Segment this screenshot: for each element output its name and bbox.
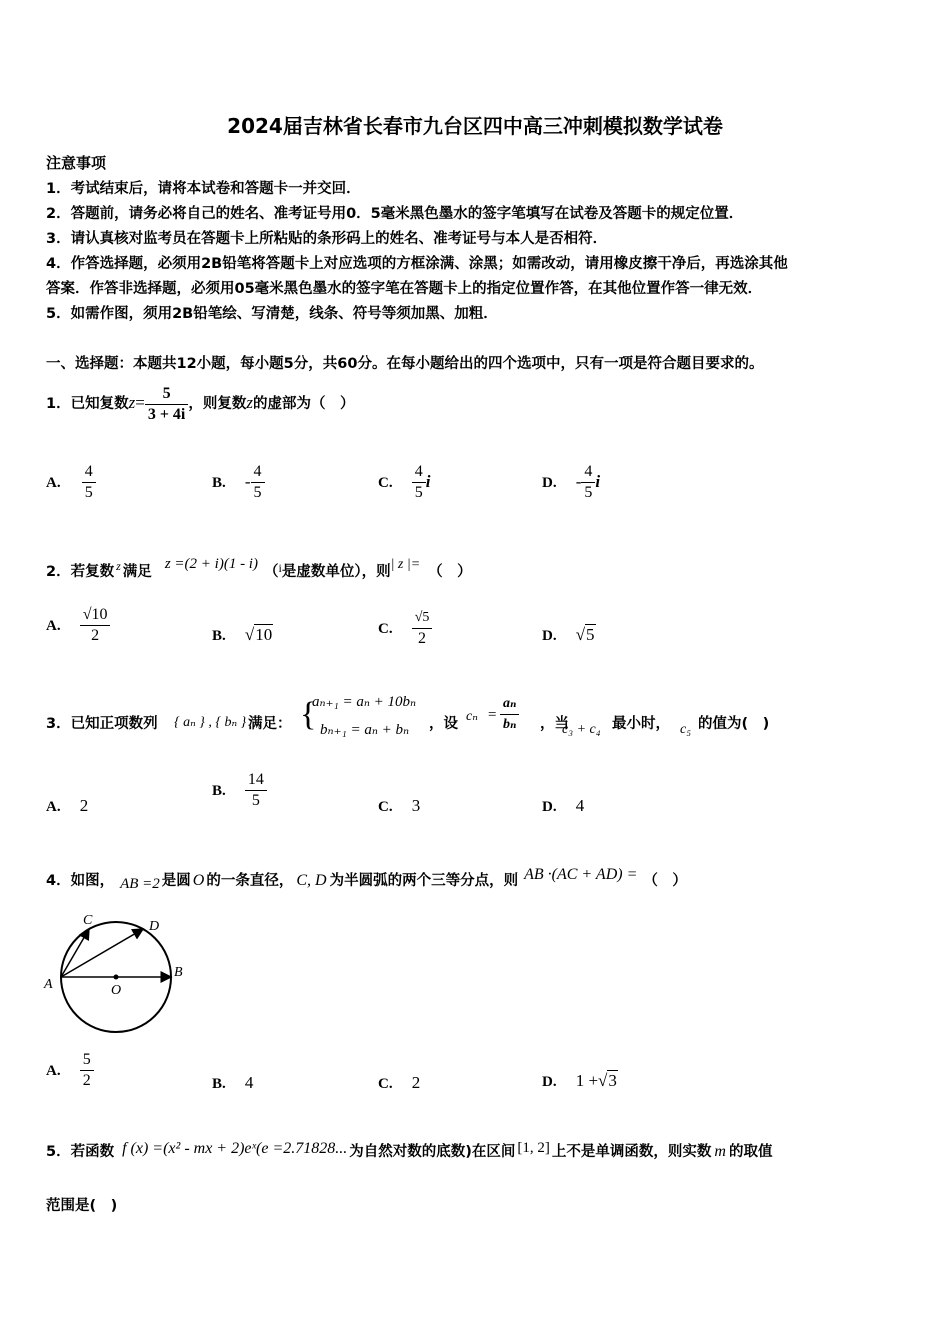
q4-ending: （ ）	[643, 873, 687, 889]
frac-num: 4	[251, 462, 265, 483]
notice-item: 4．作答选择题，必须用2B铅笔将答题卡上对应选项的方框涂满、涂黑；如需改动，请用橡皮擦干净后，再选涂其他	[46, 256, 788, 272]
sqrt-value: 5	[586, 625, 595, 644]
frac-den: 5	[251, 792, 260, 809]
notice-item: 5．如需作图，须用2B铅笔绘、写清楚，线条、符号等须加黑、加粗．	[46, 306, 498, 322]
label-o: O	[111, 983, 122, 998]
q5-interval: [1, 2]	[517, 1140, 550, 1156]
frac-num: 4	[412, 462, 426, 483]
center-point	[114, 975, 119, 980]
notice-item: 答案．作答非选择题，必须用05毫米黑色墨水的签字笔在答题卡上的指定位置作答，在其他位置作答一律无效．	[46, 281, 763, 297]
q3-sum-expr: c₃ + c₄	[562, 722, 601, 737]
frac-den: 5	[253, 484, 262, 501]
section-heading: 一、选择题：本题共12小题，每小题5分，共60分。在每小题给出的四个选项中，只有一项是符合题目要求的。	[46, 356, 764, 372]
option-value: 4	[575, 796, 585, 815]
option-label: D.	[542, 628, 557, 644]
option-label: C.	[378, 1076, 393, 1092]
q4-prefix: 4．如图，	[46, 873, 115, 889]
q4-text-c: 为半圆弧的两个三等分点，则	[329, 873, 519, 889]
option-label: D.	[542, 1074, 557, 1090]
q1-eq: =	[135, 393, 145, 412]
option-fraction	[581, 462, 595, 503]
question-2	[46, 556, 472, 581]
vector-ac	[61, 929, 89, 977]
q4-option-b[interactable]	[212, 1073, 253, 1093]
option-fraction	[82, 462, 96, 503]
frac-den: 2	[91, 627, 100, 644]
option-label: B.	[212, 628, 226, 644]
q1-prefix: 1．已知复数	[46, 396, 129, 412]
q2-option-a[interactable]	[46, 605, 110, 646]
q2-mid: 满足	[122, 564, 152, 580]
q3-brace: {	[300, 696, 317, 733]
vector-ad	[61, 929, 143, 977]
q2-formula: z =(2 + i)(1 - i)	[164, 556, 258, 572]
q4-cd-var: C, D	[296, 872, 327, 889]
option-label: C.	[378, 799, 393, 815]
q3-prefix: 3．已知正项数列	[46, 716, 158, 732]
notice-heading: 注意事项	[46, 154, 107, 172]
q1-option-c[interactable]	[378, 462, 430, 503]
option-fraction	[251, 462, 265, 503]
option-label: D.	[542, 799, 557, 815]
option-sign: -	[575, 472, 582, 491]
frac-den: 2	[418, 630, 427, 647]
option-sign: -	[244, 472, 251, 491]
q5-prefix: 5．若函数	[46, 1144, 115, 1160]
q3-cn: cₙ	[466, 709, 478, 724]
q5-m-var: m	[714, 1143, 726, 1160]
q1-option-d[interactable]	[542, 462, 600, 503]
q2-ending: （ ）	[428, 564, 472, 580]
option-label: A.	[46, 475, 61, 491]
notice-item: 3．请认真核对监考员在答题卡上所粘贴的条形码上的姓名、准考证号与本人是否相符．	[46, 231, 608, 247]
frac-num: aₙ	[500, 694, 519, 715]
q3-option-c[interactable]	[378, 796, 420, 816]
q5-text-b: 上不是单调函数，则实数	[551, 1144, 712, 1160]
q2-abs-expr: | z |=	[390, 557, 421, 572]
q2-prefix: 2．若复数	[46, 564, 115, 580]
q5-text-c: 的取值	[728, 1144, 773, 1160]
label-c: C	[83, 913, 93, 928]
q1-frac-den: 3 + 4i	[147, 405, 186, 423]
q3-option-a[interactable]	[46, 796, 88, 816]
option-fraction	[80, 1050, 94, 1091]
q3-c5: c₅	[680, 722, 692, 737]
q1-suffix-var: z	[246, 393, 253, 412]
frac-num: √10	[80, 605, 111, 626]
page-title: 2024届吉林省长春市九台区四中高三冲刺模拟数学试卷	[227, 114, 723, 138]
q4-text-b: 的一条直径，	[206, 873, 294, 889]
q2-paren-text: 是虚数单位），则	[281, 564, 391, 580]
q1-suffix-a: ，则复数	[188, 396, 247, 412]
option-fraction	[245, 770, 267, 811]
option-value: 2	[79, 796, 89, 815]
q1-option-b[interactable]	[212, 462, 265, 503]
q4-text-a: 是圆	[161, 873, 191, 889]
q1-suffix-b: 的虚部为（ ）	[253, 396, 355, 412]
q2-i-var: i	[278, 561, 282, 575]
option-value: 2	[411, 1073, 421, 1092]
q4-ab-expr: AB =2	[120, 876, 160, 892]
circle-figure	[40, 908, 190, 1038]
frac-num: 4	[82, 462, 96, 483]
option-value: 1 +	[575, 1071, 599, 1090]
option-label: A.	[46, 1063, 61, 1079]
q1-option-a[interactable]	[46, 462, 96, 503]
q3-when-text: ，当	[540, 716, 569, 732]
q5-text-a: 为自然对数的底数)在区间	[349, 1144, 516, 1160]
q4-option-c[interactable]	[378, 1073, 420, 1093]
q3-set-text: ，设	[429, 716, 458, 732]
option-fraction	[412, 608, 433, 649]
q3-option-b[interactable]	[212, 770, 267, 811]
option-label: B.	[212, 475, 226, 491]
frac-den: bₙ	[503, 717, 517, 732]
q1-var: z	[128, 393, 136, 412]
q3-cn-eq: =	[488, 707, 497, 723]
frac-den: 5	[84, 484, 93, 501]
q3-mid: 满足：	[248, 716, 292, 732]
option-label: A.	[46, 799, 61, 815]
frac-den: 5	[414, 484, 423, 501]
option-label: A.	[46, 618, 61, 634]
q2-option-d[interactable]: D. √5	[542, 625, 595, 644]
q4-option-a[interactable]	[46, 1050, 94, 1091]
option-label: B.	[212, 1076, 226, 1092]
sqrt-value: 10	[255, 625, 273, 644]
label-a: A	[44, 977, 53, 992]
option-label: C.	[378, 475, 393, 491]
q5-fx: f (x) =(x² - mx + 2)eˣ(e =2.71828...	[122, 1140, 348, 1157]
option-fraction	[412, 462, 426, 503]
option-tail: i	[425, 472, 431, 491]
option-tail: i	[595, 472, 601, 491]
q3-sys-line1: aₙ₊₁ = aₙ + 10bₙ	[312, 694, 417, 710]
label-b: B	[174, 965, 183, 980]
q3-cn-fraction	[500, 694, 519, 735]
q4-o-var: O	[192, 872, 205, 889]
q1-fraction	[145, 384, 189, 425]
frac-den: 2	[82, 1072, 91, 1089]
option-value: 3	[411, 796, 421, 815]
frac-den: 5	[584, 484, 593, 501]
question-5	[46, 1140, 772, 1161]
frac-num: 5	[80, 1050, 94, 1071]
q4-dot-expr: AB ·(AC + AD) =	[524, 866, 638, 883]
q2-option-b[interactable]: B. √10	[212, 625, 273, 644]
q4-option-d[interactable]: D. 1 +√3	[542, 1071, 617, 1090]
q3-option-d[interactable]	[542, 796, 584, 816]
option-label: C.	[378, 621, 393, 637]
frac-num: 4	[581, 462, 595, 483]
q3-seq: { aₙ } , { bₙ }	[174, 715, 247, 730]
q3-sys-line2: bₙ₊₁ = aₙ + bₙ	[320, 722, 410, 738]
q5-line2: 范围是( )	[46, 1198, 118, 1214]
label-d: D	[149, 919, 160, 934]
q2-option-c[interactable]	[378, 608, 432, 649]
frac-num: 14	[245, 770, 267, 791]
notice-item: 1．考试结束后，请将本试卷和答题卡一并交回．	[46, 181, 361, 197]
option-fraction	[80, 605, 111, 646]
q2-var: z	[116, 559, 121, 573]
option-label: B.	[212, 783, 226, 799]
frac-num: √5	[412, 608, 433, 629]
option-value: 4	[244, 1073, 254, 1092]
q1-frac-num: 5	[145, 384, 189, 405]
q2-paren-open: （	[263, 564, 279, 580]
q3-end-text: 的值为( )	[698, 716, 770, 732]
question-1	[46, 380, 355, 426]
option-label: D.	[542, 475, 557, 491]
sqrt-value: 3	[608, 1071, 617, 1090]
q3-min-text: 最小时，	[612, 716, 670, 732]
question-4	[46, 866, 687, 893]
notice-item: 2．答题前，请务必将自己的姓名、准考证号用0．5毫米黑色墨水的签字笔填写在试卷及答题卡的规定位置．	[46, 206, 744, 222]
